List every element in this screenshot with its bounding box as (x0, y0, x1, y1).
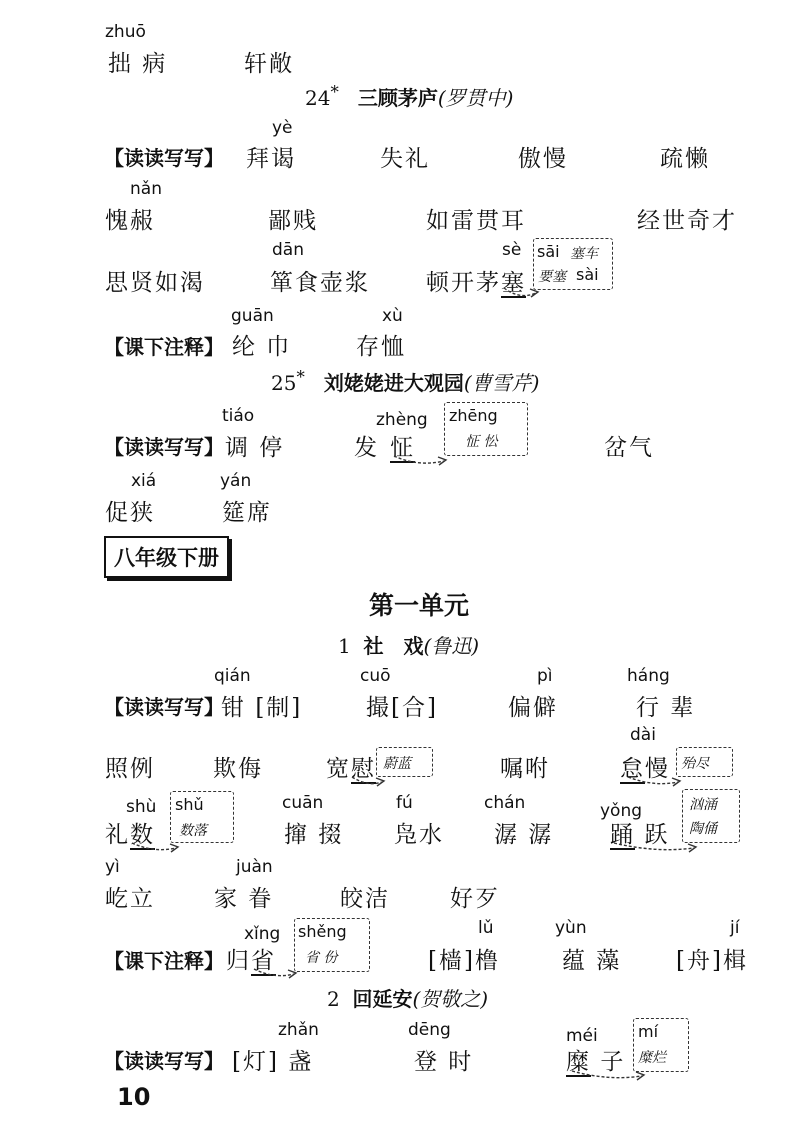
box-word: 糜烂 (638, 1050, 666, 1066)
pinyin-cuo: cuō (360, 666, 391, 686)
pinyin-xing: xǐng (244, 924, 281, 944)
pinyin-deng: dēng (408, 1020, 451, 1040)
pinyin-shu: shù (126, 797, 157, 817)
word-kuanwei: 宽慰 (326, 756, 376, 782)
word-sixianruke: 思贤如渴 (105, 270, 205, 296)
word-cuo: 撮[合] (366, 695, 438, 721)
box-pinyin: sāi (537, 242, 560, 261)
word-jingshiqicai: 经世奇才 (637, 208, 737, 234)
word-zhaoli: 照例 (105, 756, 155, 782)
arrow-icon (626, 774, 686, 790)
box-word: 数落 (179, 823, 207, 839)
pinyin-juan: juàn (236, 857, 273, 877)
lesson-24-heading (305, 82, 513, 111)
box-pinyin: zhēng (449, 406, 498, 425)
word-lu: [樯]橹 (428, 948, 500, 974)
pinyin-cuan: cuān (282, 793, 324, 813)
word-guixing: 归省 (226, 948, 276, 974)
lesson-title: 刘姥姥进大观园 (323, 371, 464, 395)
pinyin-xu: xù (382, 306, 403, 326)
label-read-write: 【读读写写】 (104, 435, 224, 459)
word-aoman: 傲慢 (518, 146, 568, 172)
lesson-2-heading (327, 983, 488, 1012)
pinyin-xia: xiá (131, 471, 157, 491)
word-shulan: 疏懒 (660, 146, 710, 172)
note-box-sai (533, 238, 613, 290)
unit-title: 第一单元 (369, 591, 470, 620)
arrow-icon (392, 453, 452, 469)
box-word: 省 份 (305, 950, 338, 966)
pinyin-zhuo: zhuō (105, 22, 146, 42)
pinyin-zhan: zhǎn (278, 1020, 319, 1040)
word-chanchan: 潺 潺 (494, 822, 554, 848)
box-word: 要塞 (538, 269, 566, 285)
grade-label: 八年级下册 (104, 536, 229, 578)
word-zhufu: 嘱咐 (500, 756, 550, 782)
word-ruleiguaner: 如雷贯耳 (426, 208, 526, 234)
pinyin-yan: yán (220, 471, 252, 491)
word-tiaoting: 调 停 (225, 435, 285, 461)
lesson-25-heading (271, 367, 539, 396)
word-xuanchang: 轩敞 (244, 51, 294, 77)
pinyin-guan: guān (231, 306, 274, 326)
box-word: 怔 忪 (465, 434, 498, 450)
pinyin-ji: jí (730, 918, 740, 938)
word-zhuobing: 拙 病 (108, 51, 168, 77)
pinyin-yi: yì (105, 857, 120, 877)
label-read-write: 【读读写写】 (104, 1049, 224, 1073)
pinyin-dan: dān (272, 240, 304, 260)
word-dengshi: 登 时 (414, 1049, 474, 1075)
box-word: 塞车 (570, 246, 598, 262)
arrow-icon (570, 1068, 650, 1084)
lesson-number: 2 (327, 987, 340, 1011)
word-guanjin: 纶 巾 (232, 334, 292, 360)
word-jiaojie: 皎洁 (340, 886, 390, 912)
arrow-icon (350, 774, 390, 790)
note-box-wei (376, 747, 433, 777)
word-yili: 屹立 (105, 886, 155, 912)
lesson-star: * (296, 367, 305, 387)
note-box-zheng (444, 402, 528, 456)
lesson-number: 24 (305, 86, 331, 110)
pinyin-yong: yǒng (600, 801, 643, 821)
word-baiye: 拜谒 (246, 146, 296, 172)
lesson-star: * (330, 82, 339, 102)
note-box-yong (682, 789, 740, 843)
word-fushui: 凫水 (394, 822, 444, 848)
word-qiwu: 欺侮 (213, 756, 263, 782)
word-qian: 钳 [制] (221, 695, 303, 721)
lesson-title: 三顾茅庐 (357, 86, 438, 110)
box-pinyin: sài (576, 265, 599, 284)
pinyin-se: sè (502, 240, 522, 260)
box-word: 汹涌 (689, 797, 717, 813)
word-cuxia: 促狭 (105, 500, 155, 526)
lesson-title: 回延安 (352, 987, 413, 1011)
pinyin-qian: qián (214, 666, 251, 686)
word-jiajuan: 家 眷 (214, 886, 274, 912)
box-word: 陶俑 (689, 821, 717, 837)
word-cuanduo: 撺 掇 (284, 822, 344, 848)
pinyin-ye: yè (272, 118, 293, 138)
lesson-number: 25 (271, 371, 297, 395)
page-number: 10 (117, 1083, 151, 1111)
pinyin-fu: fú (396, 793, 413, 813)
word-haodai: 好歹 (450, 886, 500, 912)
pinyin-yun: yùn (555, 918, 587, 938)
word-meizi: 糜 子 (566, 1049, 626, 1075)
arrow-icon (252, 966, 302, 982)
box-word: 殆尽 (681, 756, 709, 772)
word-bijian: 鄙贱 (268, 208, 318, 234)
word-hangbei: 行 辈 (636, 695, 696, 721)
label-notes: 【课下注释】 (104, 335, 224, 359)
arrow-icon (130, 840, 185, 856)
word-se-underlined: 塞 (501, 270, 526, 296)
lesson-author: (鲁迅) (423, 634, 480, 658)
pinyin-hang: háng (627, 666, 670, 686)
box-pinyin: mí (638, 1022, 659, 1041)
word-lishu: 礼数 (105, 822, 155, 848)
note-box-sheng (294, 918, 370, 972)
word-zhan: [灯] 盏 (232, 1049, 314, 1075)
lesson-author: (曹雪芹) (463, 371, 540, 395)
word-yanxi: 筵席 (222, 500, 272, 526)
pinyin-zheng: zhèng (376, 410, 428, 430)
word-shili: 失礼 (380, 146, 430, 172)
lesson-title: 社 戏 (363, 634, 424, 658)
pinyin-nan: nǎn (130, 179, 162, 199)
word-pianpi: 偏僻 (508, 695, 558, 721)
arrow-icon (502, 284, 542, 302)
word-kuinan: 愧赧 (105, 208, 155, 234)
pinyin-pi: pì (537, 666, 553, 686)
word-danshihujiang: 箪食壶浆 (270, 270, 370, 296)
word-chaqi: 岔气 (604, 435, 654, 461)
lesson-author: (罗贯中) (437, 86, 514, 110)
lesson-1-heading (338, 630, 479, 659)
word-zheng-underlined: 怔 (390, 435, 415, 461)
word-daiman: 怠慢 (620, 756, 670, 782)
pinyin-chan: chán (484, 793, 526, 813)
label-read-write: 【读读写写】 (104, 146, 224, 170)
note-box-shu (170, 791, 234, 843)
word-part: 顿开茅 (426, 270, 501, 296)
lesson-number: 1 (338, 634, 351, 658)
box-pinyin: shěng (298, 922, 347, 941)
lesson-author: (贺敬之) (412, 987, 489, 1011)
note-box-dai (676, 747, 733, 777)
label-notes: 【课下注释】 (104, 949, 224, 973)
word-fa: 发 (354, 435, 379, 461)
pinyin-dai: dài (630, 725, 656, 745)
word-ji: [舟]楫 (676, 948, 748, 974)
word-yongyue: 踊 跃 (610, 822, 670, 848)
box-word: 蔚蓝 (383, 756, 411, 772)
arrow-icon (612, 840, 702, 856)
note-box-mi (633, 1018, 689, 1072)
label-read-write: 【读读写写】 (104, 695, 224, 719)
pinyin-mei: méi (566, 1026, 598, 1046)
pinyin-tiao: tiáo (222, 406, 255, 426)
pinyin-lu: lǔ (478, 918, 494, 938)
word-cunxu: 存恤 (356, 334, 406, 360)
word-yunzao: 蕴 藻 (562, 948, 622, 974)
box-pinyin: shǔ (175, 795, 204, 814)
